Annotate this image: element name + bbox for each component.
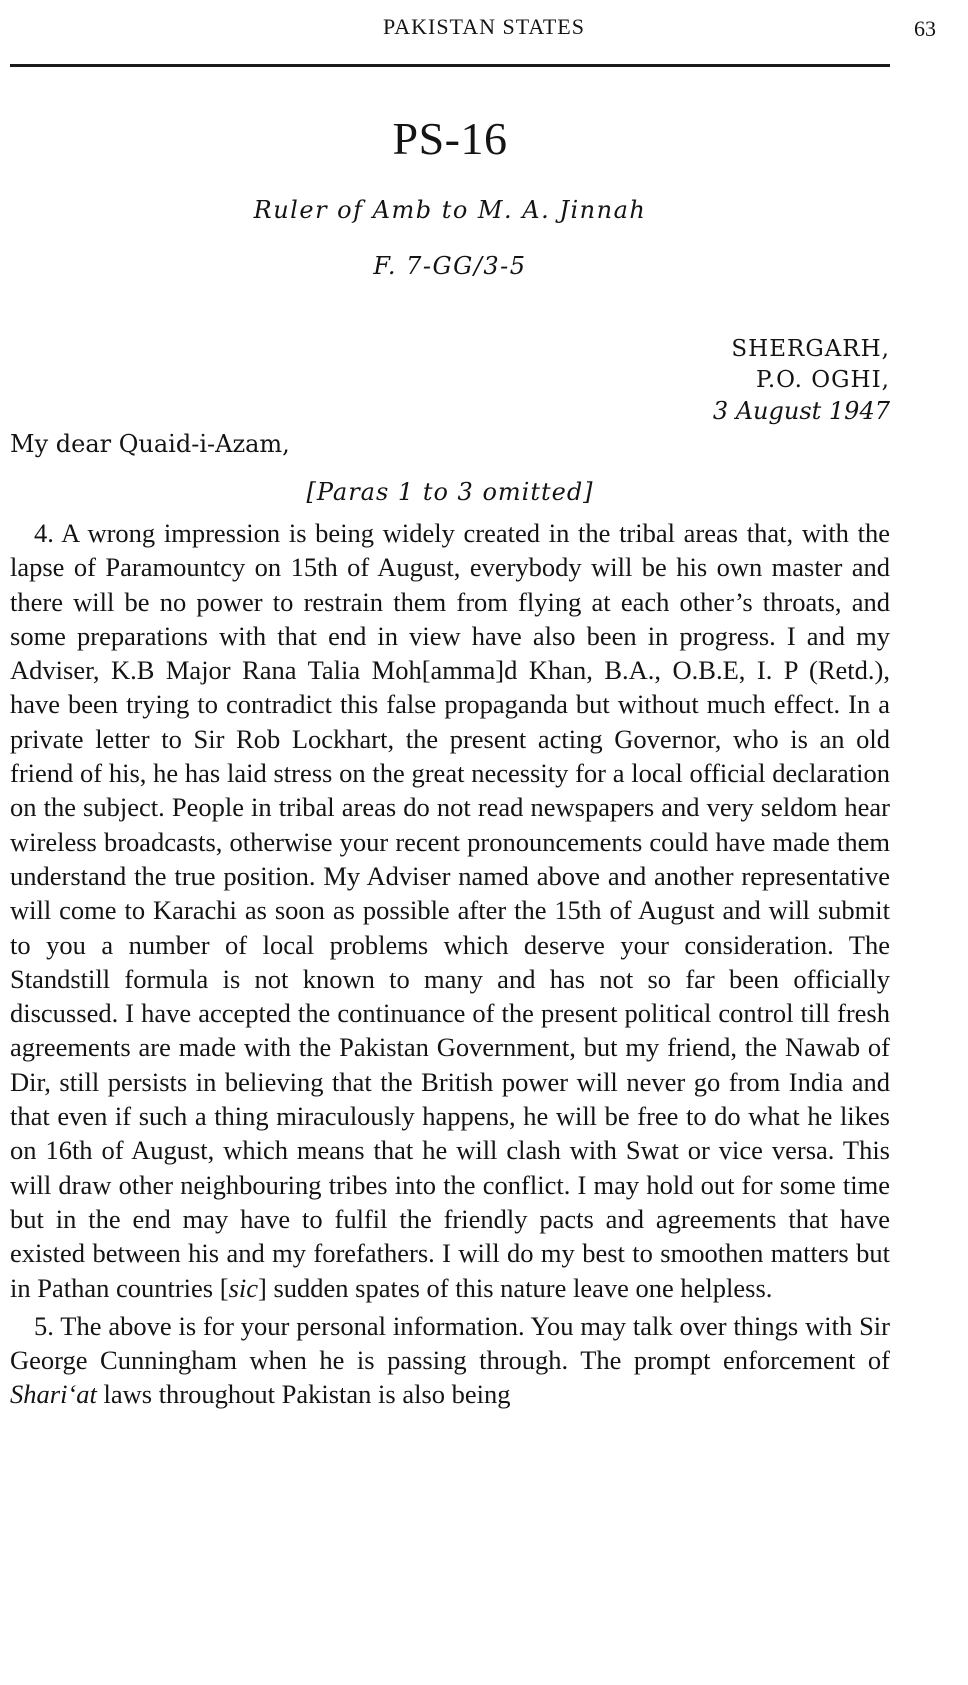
paragraph-5-start: 5. The above is for your personal information. You may talk over things with Sir George Cunningham when he is passing through. The prompt enforcement of (10, 1310, 890, 1376)
running-header (0, 14, 968, 44)
omission-note: [Paras 1 to 3 omitted] (306, 478, 594, 506)
address-line-2: P.O. OGHI, (756, 367, 890, 393)
document-number: PS-16 (392, 113, 508, 164)
paragraph-4-tail: sudden spates of this nature leave one helpless. (266, 1272, 773, 1303)
header-rule (10, 64, 890, 67)
paragraph-5 (10, 1309, 890, 1412)
running-title: PAKISTAN STATES (383, 14, 585, 39)
sender-address (713, 334, 890, 427)
file-reference: F. 7-GG/3-5 (373, 252, 527, 280)
paragraph-4-text: 4. A wrong impression is being widely created in the tribal areas that, with the lapse of Paramountcy on 15th of August, everybody will be his own master and there will be no power to restrain them from flying at each other’s throats, and some preparations with that end in view have also been in progress. I and my Adviser, K.B Major Rana Talia Moh[amma]d Khan, B.A., O.B.E, I. P (Retd.), have been trying to contradict this false propaganda but without much effect. In a private letter to Sir Rob Lockhart, the present acting Governor, who is an old friend of his, he has laid stress on the great necessity for a local official declaration on the subject. People in tribal areas do not read newspapers and very seldom hear wireless broadcasts, otherwise your recent pronouncements could have made them understand the true position. My Adviser named above and another representative will come to Karachi as soon as possible after the 15th of August and will submit to you a number of local problems which deserve your consideration. The Standstill formula is not known to many and has not so far been officially discussed. I have accepted the continuance of the present political control till fresh agreements are made with the Pakistan Government, but my friend, the Nawab of Dir, still persists in believing that the British power will never go from India and that even if such a thing miraculously happens, he will be free to do what he likes on 16th of August, which means that he will clash with Swat or vice versa. This will draw other neighbouring tribes into the conflict. I may hold out for some time but in the end may have to fulfil the friendly pacts and agreements that have existed between his and my forefathers. I will do my best to smoothen matters but in Pathan countries (10, 518, 890, 1303)
shariat-term: Shari‘at (10, 1379, 97, 1410)
sic-marker: sic (228, 1272, 259, 1303)
letter-date: 3 August 1947 (712, 397, 890, 425)
address-line-1: SHERGARH, (731, 336, 890, 362)
salutation: My dear Quaid-i-Azam, (10, 430, 290, 458)
paragraph-4: 4. A wrong impression is being widely created in the tribal areas that, with the lapse of Paramountcy on 15th of August, everybody will be his own master and there will be no power to restrain them from flying at each other’s throats, and some preparations with that end in view have also been in progress. I and my Adviser, K.B Major Rana Talia Moh[amma]d Khan, B.A., O.B.E, I. P (Retd.), have been trying to contradict this false propaganda but without much effect. In a private letter to Sir Rob Lockhart, the present acting Governor, who is an old friend of his, he has laid stress on the great necessity for a local official declaration on the subject. People in tribal areas do not read newspapers and very seldom hear wireless broadcasts, otherwise your recent pronouncements could have made them understand the true position. My Adviser named above and another representative will come to Karachi as soon as possible after the 15th of August and will submit to you a number of local problems which deserve your consideration. The Standstill formula is not known to many and has not so far been officially discussed. I have accepted the continuance of the present political control till fresh agreements are made with the Pakistan Government, but my friend, the Nawab of Dir, still persists in believing that the British power will never go from India and that even if such a thing miraculously happens, he will be free to do what he likes on 16th of August, which means that he will clash with Swat or vice versa. This will draw other neighbouring tribes into the conflict. I may hold out for some time but in the end may have to fulfil the friendly pacts and agreements that have existed between his and my forefathers. I will do my best to smoothen matters but in Pathan countries [sic] sudden spates of this nature leave one helpless. (10, 518, 890, 1303)
page-number: 63 (914, 16, 936, 41)
letter-body (10, 516, 890, 1412)
paragraph-5-end: laws throughout Pakistan is also being (96, 1379, 511, 1410)
document-subtitle: Ruler of Amb to M. A. Jinnah (253, 196, 647, 224)
